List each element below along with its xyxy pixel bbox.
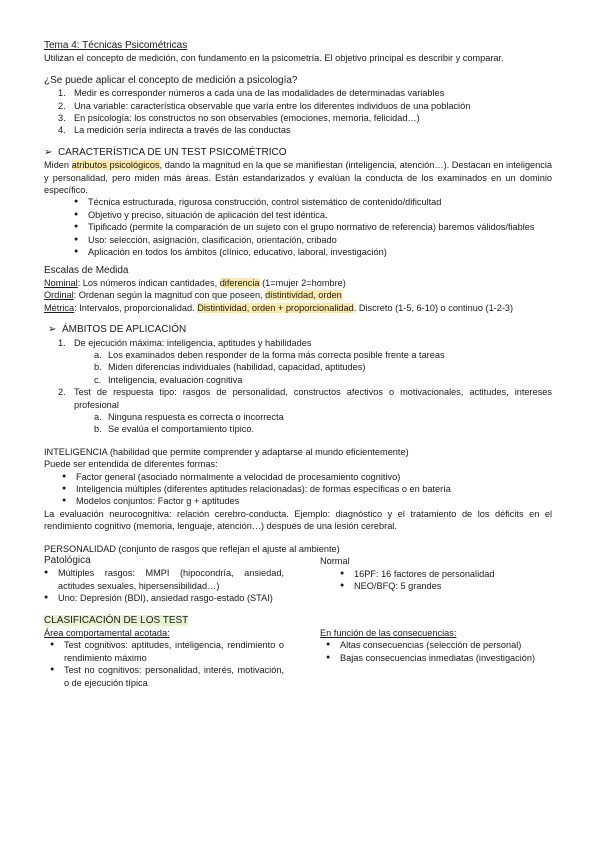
list-item: ● Técnica estructurada, rigurosa construcción, control sistemático de contenido/dificultad: [74, 196, 552, 208]
clasificacion-left-title: Área comportamental acotada:: [44, 628, 170, 639]
list-item: ● Inteligencia múltiples (diferentes aptitudes relacionadas): de formas específicas o en batería: [62, 483, 552, 495]
arrow-bullet-icon: ➢: [44, 146, 53, 158]
question-heading: ¿Se puede aplicar el concepto de medición a psicología?: [44, 74, 298, 86]
inteligencia-intro: Puede ser entendida de diferentes formas:: [44, 459, 218, 470]
list-item: ● Uno: Depresión (BDI), ansiedad rasgo-estado (STAI): [44, 592, 284, 604]
sub-item: a. Los examinados deben responder de la forma más correcta posible frente a tareas: [94, 349, 445, 360]
list-item: ● Uso: selección, asignación, clasificación, orientación, cribado: [74, 234, 552, 246]
escala-nominal: Nominal: Los números indican cantidades, diferencia (1=mujer 2=hombre): [44, 277, 346, 288]
clasificacion-columns: [44, 627, 552, 689]
inteligencia-paragraph: La evaluación neurocognitiva: relación cerebro-conducta. Ejemplo: diagnóstico y el tratamiento de los déficits en el rendimiento cognitivo (memoria, lenguaje, atención…) después de una lesión cerebral.: [44, 508, 552, 532]
inteligencia-heading: INTELIGENCIA (habilidad que permite comprender y adaptarse al mundo eficientemente): [44, 446, 409, 457]
list-item: ● Test cognitivos: aptitudes, inteligencia, rendimiento o rendimiento máximo: [50, 639, 284, 664]
personalidad-left-title: Patológica: [44, 555, 91, 567]
list-item: ● Factor general (asociado normalmente a velocidad de procesamiento cognitivo): [62, 471, 552, 483]
list-item: 3. En psicología: los constructos no son observables (emociones, memoria, felicidad…): [58, 113, 420, 124]
personalidad-left: [44, 567, 284, 604]
list-item: ● Múltiples rasgos: MMPI (hipocondría, ansiedad, actitudes sexuales, hipersensibilidad…): [44, 567, 284, 592]
highlight: atributos psicológicos: [71, 160, 160, 171]
clasificacion-right-title: En función de las consecuencias:: [320, 628, 457, 639]
arrow-bullet-icon: ➢: [48, 324, 57, 336]
sub-item: b. Miden diferencias individuales (habilidad, capacidad, aptitudes): [94, 362, 366, 373]
personalidad-right: [320, 555, 552, 604]
sub-item: b. Se evalúa el comportamiento típico.: [94, 424, 255, 435]
list-item: ● Objetivo y preciso, situación de aplicación del test idéntica.: [74, 209, 552, 221]
caract-list: [44, 196, 552, 258]
list-item: ● Modelos conjuntos: Factor g + aptitudes: [62, 495, 552, 507]
list-item: ● Test no cognitivos: personalidad, interés, motivación, o de ejecución típica: [50, 664, 284, 689]
list-item: 2. Test de respuesta tipo: rasgos de personalidad, constructos afectivos o motivacionales, actitudes, intereses profesional a. Ninguna respuesta es correcta o incorrecta b. Se evalúa el comportamiento típico.: [58, 387, 552, 435]
list-item: ● Bajas consecuencias inmediatas (investigación): [326, 652, 552, 664]
escala-ordinal: Ordinal: Ordenan según la magnitud con que poseen, distintividad, orden: [44, 290, 342, 301]
caract-heading: ➢ CARACTERÍSTICA DE UN TEST PSICOMÉTRICO: [44, 146, 287, 158]
caract-paragraph: Miden atributos psicológicos, dando la magnitud en la que se manifiestan (inteligencia, atención…). Destacan en inteligencia y personalidad, pero miden más áreas. Están estandarizados y evalúan la conducta de los examinados en un dominio específico.: [44, 160, 553, 196]
document-page: [44, 40, 552, 689]
clasificacion-right: [320, 627, 552, 689]
list-item: ● Aplicación en todos los ámbitos (clínico, educativo, laboral, investigación): [74, 246, 552, 258]
list-item: 1. De ejecución máxima: inteligencia, aptitudes y habilidades a. Los examinados deben responder de la forma más correcta posible frente a tareas b. Miden diferencias individuales (habilidad, capacidad, aptitudes) c. Inteligencia, evaluación cognitiva: [62, 337, 552, 387]
escalas-heading: Escalas de Medida: [44, 264, 129, 276]
list-item: ● Tipificado (permite la comparación de un sujeto con el grupo normativo de referencia) baremos válidos/fiables: [74, 221, 552, 233]
intro-paragraph: Utilizan el concepto de medición, con fundamento en la psicometría. El objetivo principal es describir y comparar.: [44, 53, 504, 64]
list-item: ● Altas consecuencias (selección de personal): [326, 639, 552, 651]
ambitos-list: [44, 337, 552, 436]
sub-item: c. Inteligencia, evaluación cognitiva: [94, 374, 243, 385]
page-title: Tema 4: Técnicas Psicométricas: [44, 40, 188, 51]
sub-item: a. Ninguna respuesta es correcta o incorrecta: [94, 411, 284, 422]
list-item: 1. Medir es corresponder números a cada una de las modalidades de determinadas variables: [58, 88, 445, 99]
clasificacion-heading: CLASIFICACIÓN DE LOS TEST: [44, 614, 189, 626]
personalidad-heading: PERSONALIDAD (conjunto de rasgos que reflejan el ajuste al ambiente): [44, 543, 340, 554]
list-item: ● 16PF: 16 factores de personalidad: [340, 568, 552, 580]
list-item: 4. La medición sería indirecta a través de las conductas: [58, 125, 291, 136]
ambitos-heading: ➢ ÁMBITOS DE APLICACIÓN: [48, 324, 187, 336]
personalidad-right-title: Normal: [320, 556, 350, 567]
list-item: ● NEO/BFQ: 5 grandes: [340, 580, 552, 592]
list-item: 2. Una variable: característica observable que varía entre los diferentes individuos de una población: [58, 100, 471, 111]
question-list: [44, 87, 552, 137]
escala-metrica: Métrica: Intervalos, proporcionalidad. Distintividad, orden + proporcionalidad. Discreto (1-5, 6-10) o continuo (1-2-3): [44, 302, 514, 313]
clasificacion-left: [44, 627, 284, 689]
inteligencia-list: [44, 471, 552, 508]
